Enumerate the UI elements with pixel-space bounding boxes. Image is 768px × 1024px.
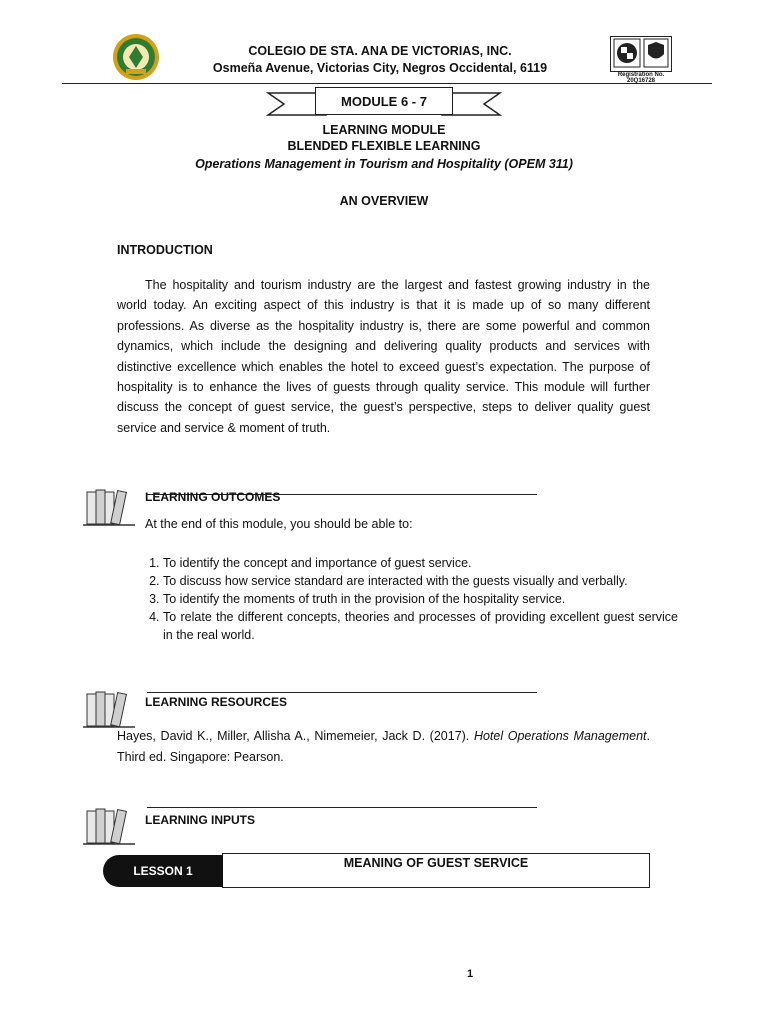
books-icon <box>83 807 139 852</box>
reference-citation <box>117 726 650 768</box>
lesson-title-box <box>222 853 650 888</box>
introduction-paragraph: The hospitality and tourism industry are the largest and fastest growing industry in the world today. An exciting aspect of this industry is that it is made up of so many different professions. As diverse as the hospitality industry is, there are some powerful and common dynamics, which include the designing and delivering quality products and services with distinctive excellence which enables the hotel to exceed guest’s expectation. The purpose of hospitality is to enhance the lives of guests through quality service. This module will further discuss the concept of guest service, the guest’s perspective, steps to deliver quality guest service and service & moment of truth. <box>117 278 650 435</box>
resources-rule <box>147 692 537 693</box>
outcomes-list <box>135 554 678 644</box>
lesson-tab: LESSON 1 <box>103 855 223 887</box>
introduction-heading: INTRODUCTION <box>117 243 213 257</box>
course-title: Operations Management in Tourism and Hospitality (OPEM 311) <box>195 157 573 171</box>
reference-title: Hotel Operations Management <box>473 729 647 743</box>
overview-heading: AN OVERVIEW <box>339 194 429 208</box>
list-item: 2. To discuss how service standard are interacted with the guests visually and verbally. <box>163 572 678 590</box>
school-address: Osmeña Avenue, Victorias City, Negros Occidental, 6119 <box>212 61 548 75</box>
inputs-rule <box>147 807 537 808</box>
learning-outcomes-heading: LEARNING OUTCOMES <box>145 490 281 504</box>
registration-number: Registration No. 20Q16728 <box>617 72 665 84</box>
lesson-title: MEANING OF GUEST SERVICE <box>343 856 529 870</box>
outcomes-intro: At the end of this module, you should be able to: <box>145 517 413 531</box>
certification-logo-icon <box>610 36 672 77</box>
list-item: 3. To identify the moments of truth in the provision of the hospitality service. <box>163 590 678 608</box>
title-learning-module: LEARNING MODULE <box>322 123 446 137</box>
introduction-text <box>117 275 650 438</box>
learning-resources-heading: LEARNING RESOURCES <box>145 695 288 709</box>
title-blended-learning: BLENDED FLEXIBLE LEARNING <box>287 139 481 153</box>
school-seal-icon <box>112 33 160 86</box>
books-icon <box>83 488 139 533</box>
list-item: 4. To relate the different concepts, theories and processes of providing excellent guest service in the real world. <box>163 608 678 644</box>
page-number: 1 <box>466 968 474 980</box>
list-item: 1. To identify the concept and importance of guest service. <box>163 554 678 572</box>
learning-inputs-heading: LEARNING INPUTS <box>145 813 256 827</box>
header-divider <box>62 83 712 84</box>
reference-publisher: . Third ed. Singapore: Pearson. <box>117 729 650 764</box>
school-name: COLEGIO DE STA. ANA DE VICTORIAS, INC. <box>248 44 512 58</box>
reference-authors: Hayes, David K., Miller, Allisha A., Nimemeier, Jack D. (2017). <box>117 729 470 743</box>
module-label: MODULE 6 - 7 <box>315 87 453 115</box>
